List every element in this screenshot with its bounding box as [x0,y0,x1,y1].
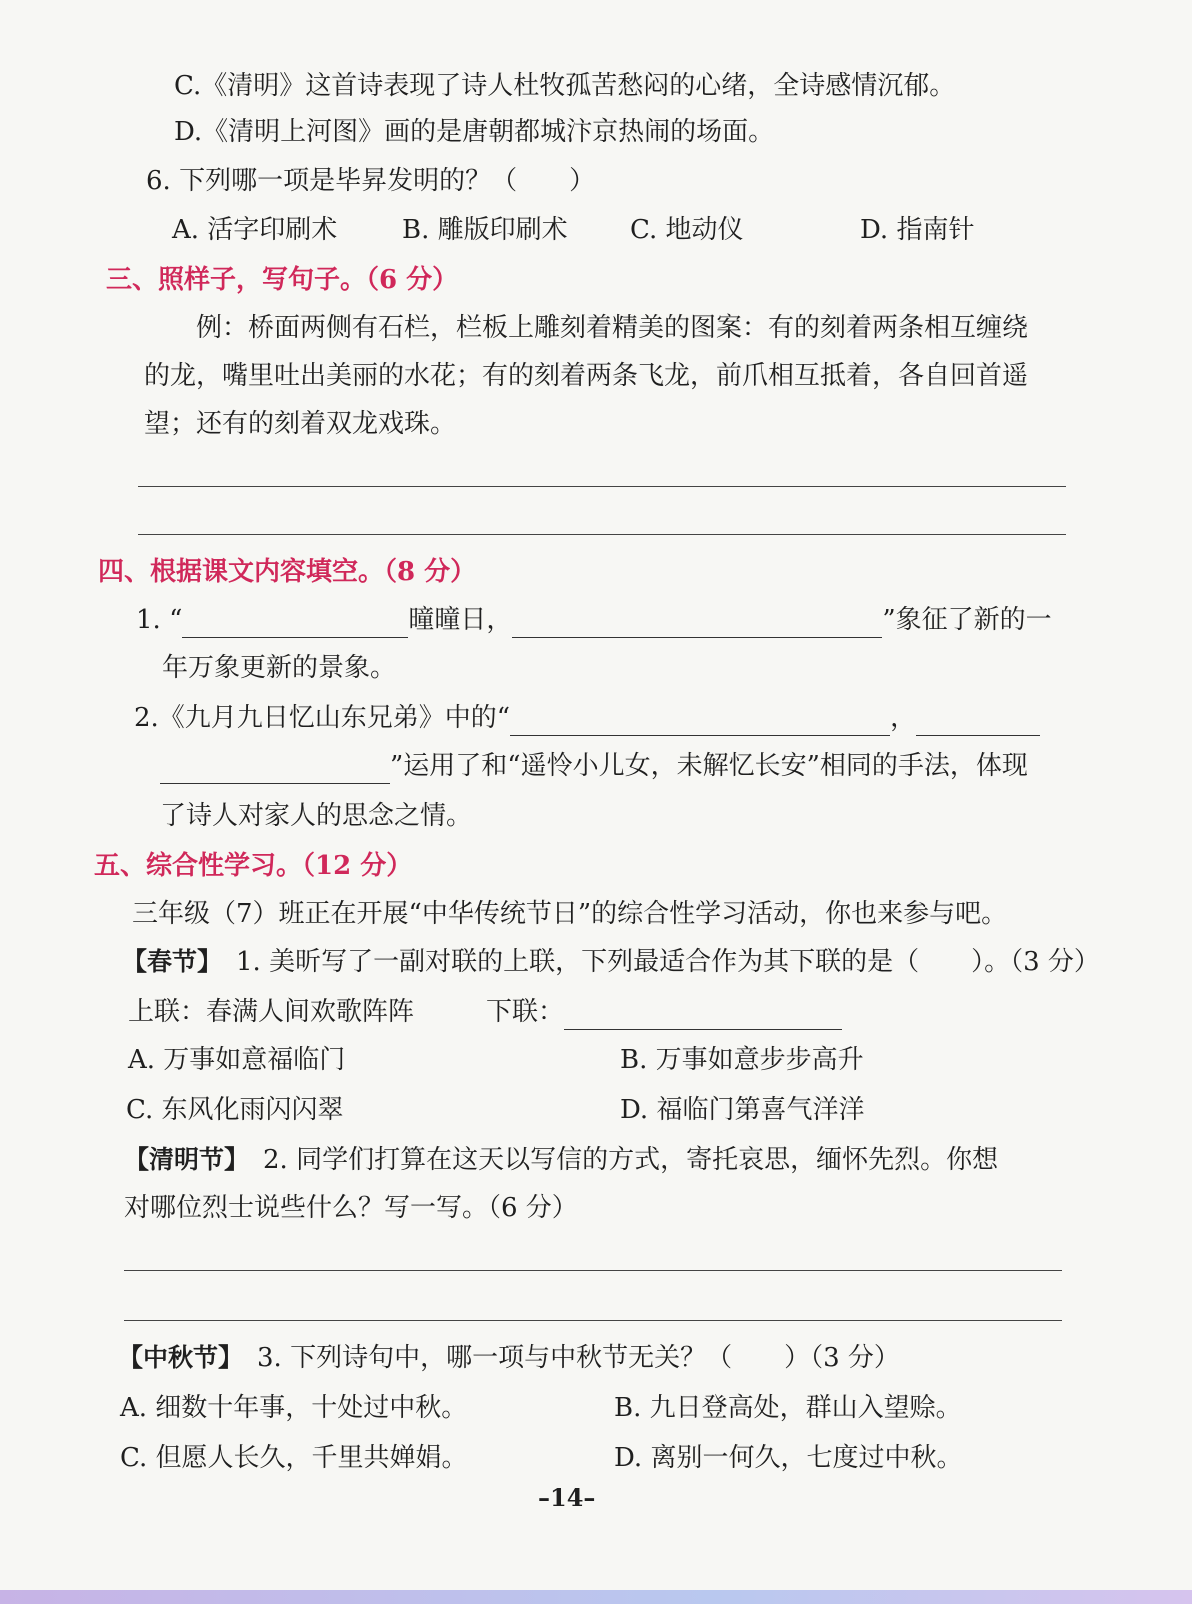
s4-q2-line-3: 了诗人对家人的思念之情。 [160,801,473,831]
s4-q2-line-2-text: ”运用了和“遥怜小儿女，未解忆长安”相同的手法，体现 [390,751,1028,781]
spring-question-text: 1. 美昕写了一副对联的上联，下列最适合作为其下联的是（ [236,947,920,977]
section-5-title: 五、综合性学习。（12 分） [94,851,413,881]
answer-line[interactable] [124,1270,1062,1271]
couplet-upper: 上联：春满人间欢歌阵阵 [128,997,415,1027]
midautumn-question-end: ）（3 分） [784,1343,900,1373]
answer-line[interactable] [138,486,1066,487]
s4-q1-line-1 [136,602,1052,638]
q5-option-c: C.《清明》这首诗表现了诗人杜牧孤苦愁闷的心绪，全诗感情沉郁。 [174,71,956,101]
s3-example-line-3: 望；还有的刻着双龙戏珠。 [144,409,457,439]
page-number: –14– [538,1483,596,1512]
q6-option-d: D. 指南针 [860,215,975,245]
midautumn-festival-tag: 【中秋节】 [118,1343,244,1372]
s4-q1-end: ”象征了新的一 [882,605,1052,635]
section-4-title: 四、根据课文内容填空。（8 分） [98,557,477,587]
s4-q2-comma: ， [890,703,917,733]
q6-option-b: B. 雕版印刷术 [402,215,568,245]
spring-option-b: B. 万事如意步步高升 [620,1045,864,1075]
spring-option-a: A. 万事如意福临门 [128,1045,346,1075]
q5-option-d: D.《清明上河图》画的是唐朝都城汴京热闹的场面。 [174,117,775,147]
spring-festival-tag: 【春节】 [122,947,223,976]
fill-blank[interactable] [510,707,890,736]
q6-option-c: C. 地动仪 [630,215,744,245]
fill-blank[interactable] [564,1001,842,1030]
answer-line[interactable] [124,1320,1062,1321]
couplet-lower-label: 下联： [486,997,565,1027]
midautumn-option-b: B. 九日登高处，群山入望赊。 [614,1393,962,1423]
q6-stem [146,163,595,199]
spring-option-d: D. 福临门第喜气洋洋 [620,1095,865,1125]
fill-blank[interactable] [512,609,882,638]
qingming-question [124,1142,998,1178]
qingming-question-line-2: 对哪位烈士说些什么？写一写。（6 分） [124,1193,578,1223]
couplet-lower [486,994,842,1030]
midautumn-option-a: A. 细数十年事，十处过中秋。 [120,1393,468,1423]
s3-example-line-1: 例：桥面两侧有石栏，栏板上雕刻着精美的图案：有的刻着两条相互缠绕 [196,313,1029,343]
midautumn-option-c: C. 但愿人长久，千里共婵娟。 [120,1443,468,1473]
qingming-question-text: 2. 同学们打算在这天以写信的方式，寄托哀思，缅怀先烈。你想 [263,1145,999,1175]
s4-q1-line-2: 年万象更新的景象。 [162,653,397,683]
q6-option-a: A. 活字印刷术 [172,215,338,245]
s4-q2-prefix: 2.《九月九日忆山东兄弟》中的“ [134,703,511,733]
spring-option-c: C. 东风化雨闪闪翠 [126,1095,344,1125]
bottom-decor-band [0,1590,1192,1604]
qingming-festival-tag: 【清明节】 [124,1145,250,1174]
spring-question [122,944,1100,980]
fill-blank[interactable] [916,707,1040,736]
s4-q2-line-2 [160,748,1028,784]
s4-q1-prefix: 1. “ [136,605,183,635]
midautumn-question-text: 3. 下列诗句中，哪一项与中秋节无关？（ [257,1343,733,1373]
midautumn-option-d: D. 离别一何久，七度过中秋。 [614,1443,963,1473]
q6-stem-close: ） [569,166,596,196]
s4-q2-line-1 [134,700,1040,736]
answer-line[interactable] [138,534,1066,535]
midautumn-question [118,1340,900,1376]
s5-intro: 三年级（7）班正在开展“中华传统节日”的综合性学习活动，你也来参与吧。 [132,899,1008,929]
s4-q1-middle: 曈曈日， [408,605,513,635]
s3-example-line-2: 的龙，嘴里吐出美丽的水花；有的刻着两条飞龙，前爪相互抵着，各自回首遥 [144,361,1029,391]
fill-blank[interactable] [160,755,390,784]
q6-stem-text: 6. 下列哪一项是毕昇发明的？（ [146,166,518,196]
spring-question-end: ）。（3 分） [971,947,1100,977]
section-3-title: 三、照样子，写句子。（6 分） [106,265,459,295]
fill-blank[interactable] [182,609,408,638]
